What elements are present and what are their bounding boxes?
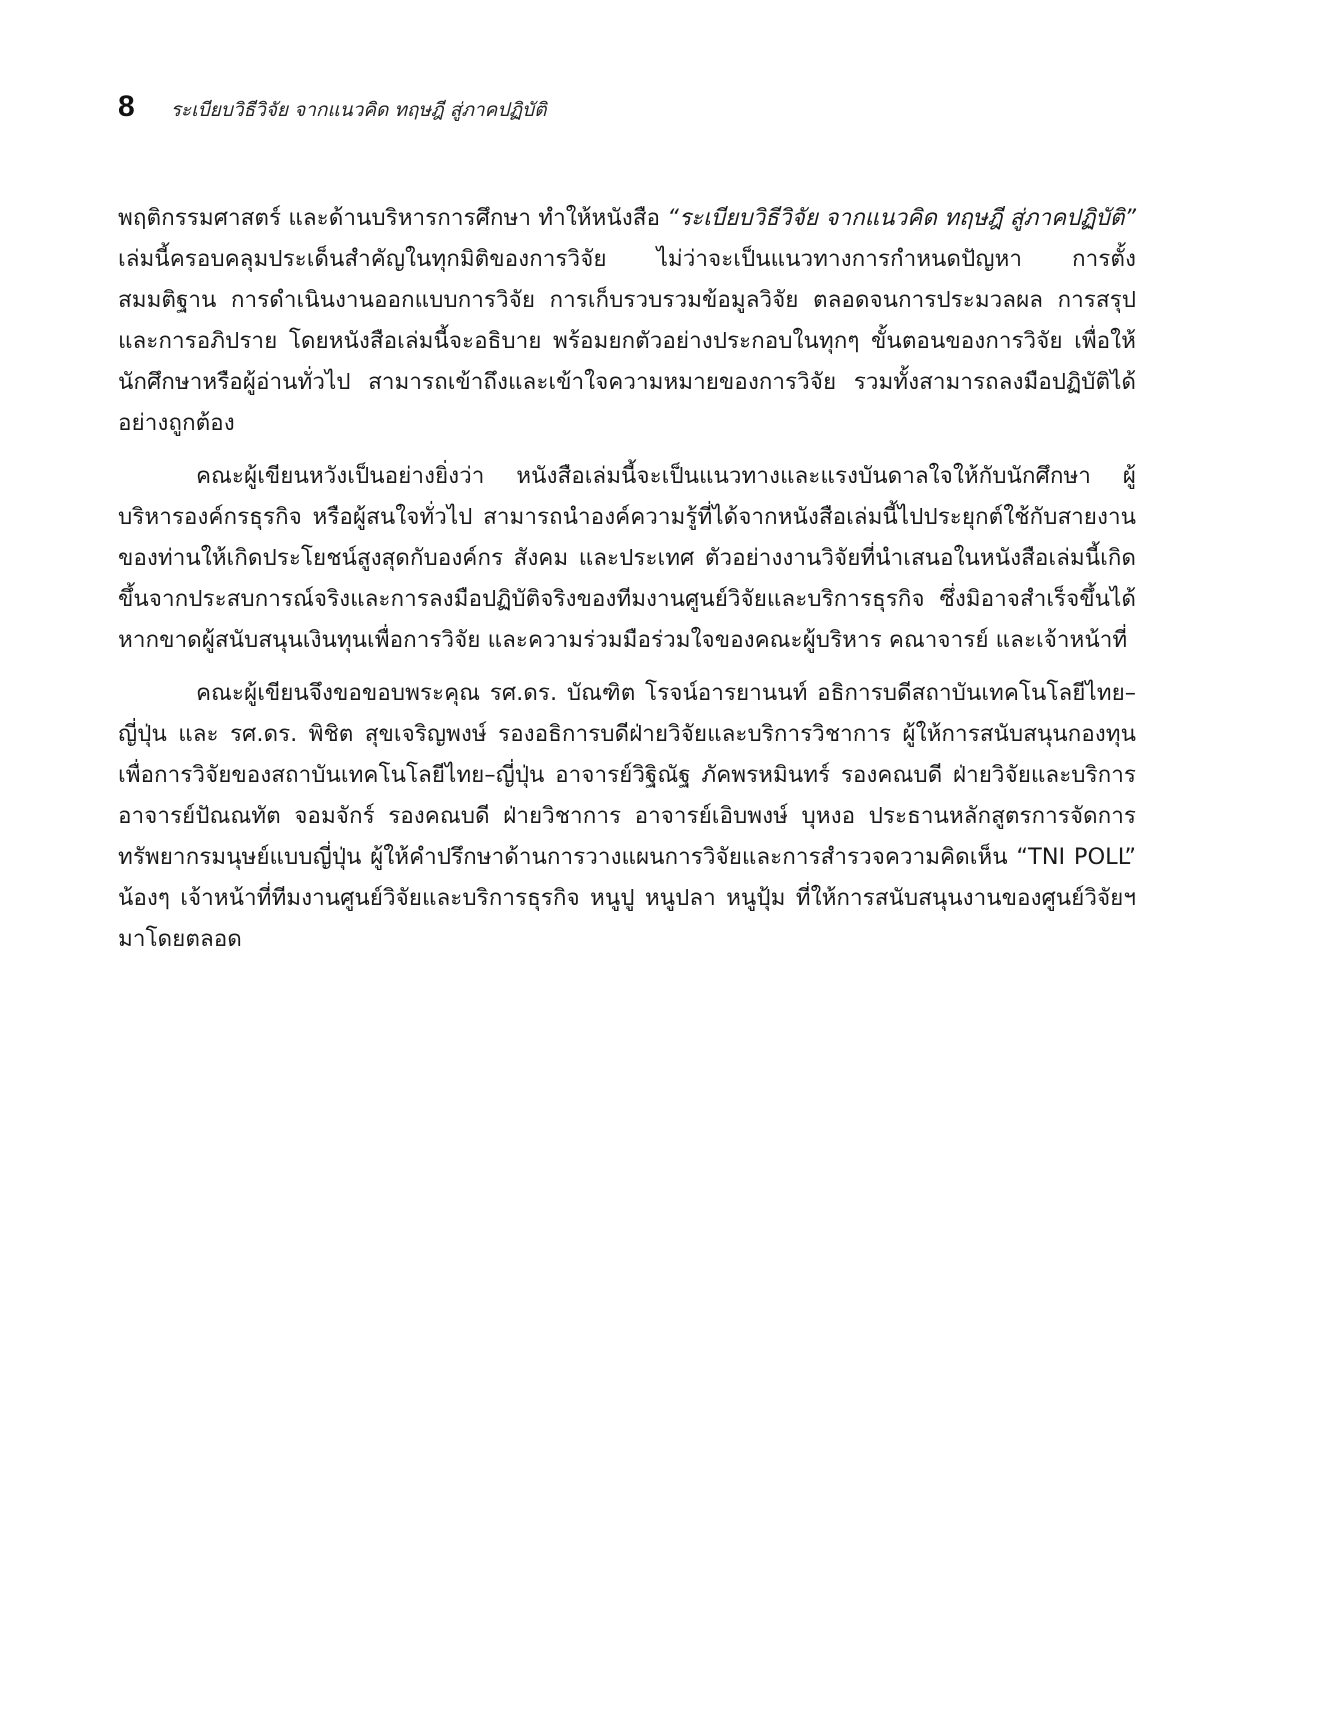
running-title: ระเบียบวิธีวิจัย จากแนวคิด ทฤษฎี สู่ภาคปฏิบัติ [170, 99, 547, 121]
running-header [118, 90, 546, 130]
paragraph-2: คณะผู้เขียนหวังเป็นอย่างยิ่งว่า หนังสือเล่มนี้จะเป็นแนวทางและแรงบันดาลใจให้กับนักศึกษา ผู้บริหารองค์กรธุรกิจ หรือผู้สนใจทั่วไป สามารถนำองค์ความรู้ที่ได้จากหนังสือเล่มนี้ไปประยุกต์ใช้กับสายงานของท่านให้เกิดประโยชน์สูงสุดกับองค์กร สังคม และประเทศ ตัวอย่างงานวิจัยที่นำเสนอในหนังสือเล่มนี้เกิดขึ้นจากประสบการณ์จริงและการลงมือปฏิบัติจริงของทีมงานศูนย์วิจัยและบริการธุรกิจ ซึ่งมิอาจสำเร็จขึ้นได้หากขาดผู้สนับสนุนเงินทุนเพื่อการวิจัย และความร่วมมือร่วมใจของคณะผู้บริหาร คณาจารย์ และเจ้าหน้าที่ [118, 463, 1136, 653]
paragraph-1-text-before: พฤติกรรมศาสตร์ และด้านบริหารการศึกษา ทำให้หนังสือ [118, 205, 668, 231]
book-title-reference: “ระเบียบวิธีวิจัย จากแนวคิด ทฤษฎี สู่ภาคปฏิบัติ” [667, 205, 1136, 231]
paragraph-1 [118, 198, 1136, 444]
page-number: 8 [118, 90, 135, 123]
body-text [118, 198, 1136, 972]
paragraph-1-text-after: เล่มนี้ครอบคลุมประเด็นสำคัญในทุกมิติของการวิจัย ไม่ว่าจะเป็นแนวทางการกำหนดปัญหา การตั้งสมมติฐาน การดำเนินงานออกแบบการวิจัย การเก็บรวบรวมข้อมูลวิจัย ตลอดจนการประมวลผล การสรุป และการอภิปราย โดยหนังสือเล่มนี้จะอธิบาย พร้อมยกตัวอย่างประกอบในทุกๆ ขั้นตอนของการวิจัย เพื่อให้นักศึกษาหรือผู้อ่านทั่วไป สามารถเข้าถึงและเข้าใจความหมายของการวิจัย รวมทั้งสามารถลงมือปฏิบัติได้อย่างถูกต้อง [118, 246, 1136, 436]
paragraph-3: คณะผู้เขียนจึงขอขอบพระคุณ รศ.ดร. บัณฑิต โรจน์อารยานนท์ อธิการบดีสถาบันเทคโนโลยีไทย–ญี่ปุ่น และ รศ.ดร. พิชิต สุขเจริญพงษ์ รองอธิการบดีฝ่ายวิจัยและบริการวิชาการ ผู้ให้การสนับสนุนกองทุนเพื่อการวิจัยของสถาบันเทคโนโลยีไทย–ญี่ปุ่น อาจารย์วิฐิณัฐ ภัคพรหมินทร์ รองคณบดี ฝ่ายวิจัยและบริการ อาจารย์ปัณณทัต จอมจักร์ รองคณบดี ฝ่ายวิชาการ อาจารย์เอิบพงษ์ บุหงอ ประธานหลักสูตรการจัดการทรัพยากรมนุษย์แบบญี่ปุ่น ผู้ให้คำปรึกษาด้านการวางแผนการวิจัยและการสำรวจความคิดเห็น “TNI POLL” น้องๆ เจ้าหน้าที่ทีมงานศูนย์วิจัยและบริการธุรกิจ หนูปู หนูปลา หนูปุ้ม ที่ให้การสนับสนุนงานของศูนย์วิจัยฯ มาโดยตลอด [118, 680, 1136, 952]
